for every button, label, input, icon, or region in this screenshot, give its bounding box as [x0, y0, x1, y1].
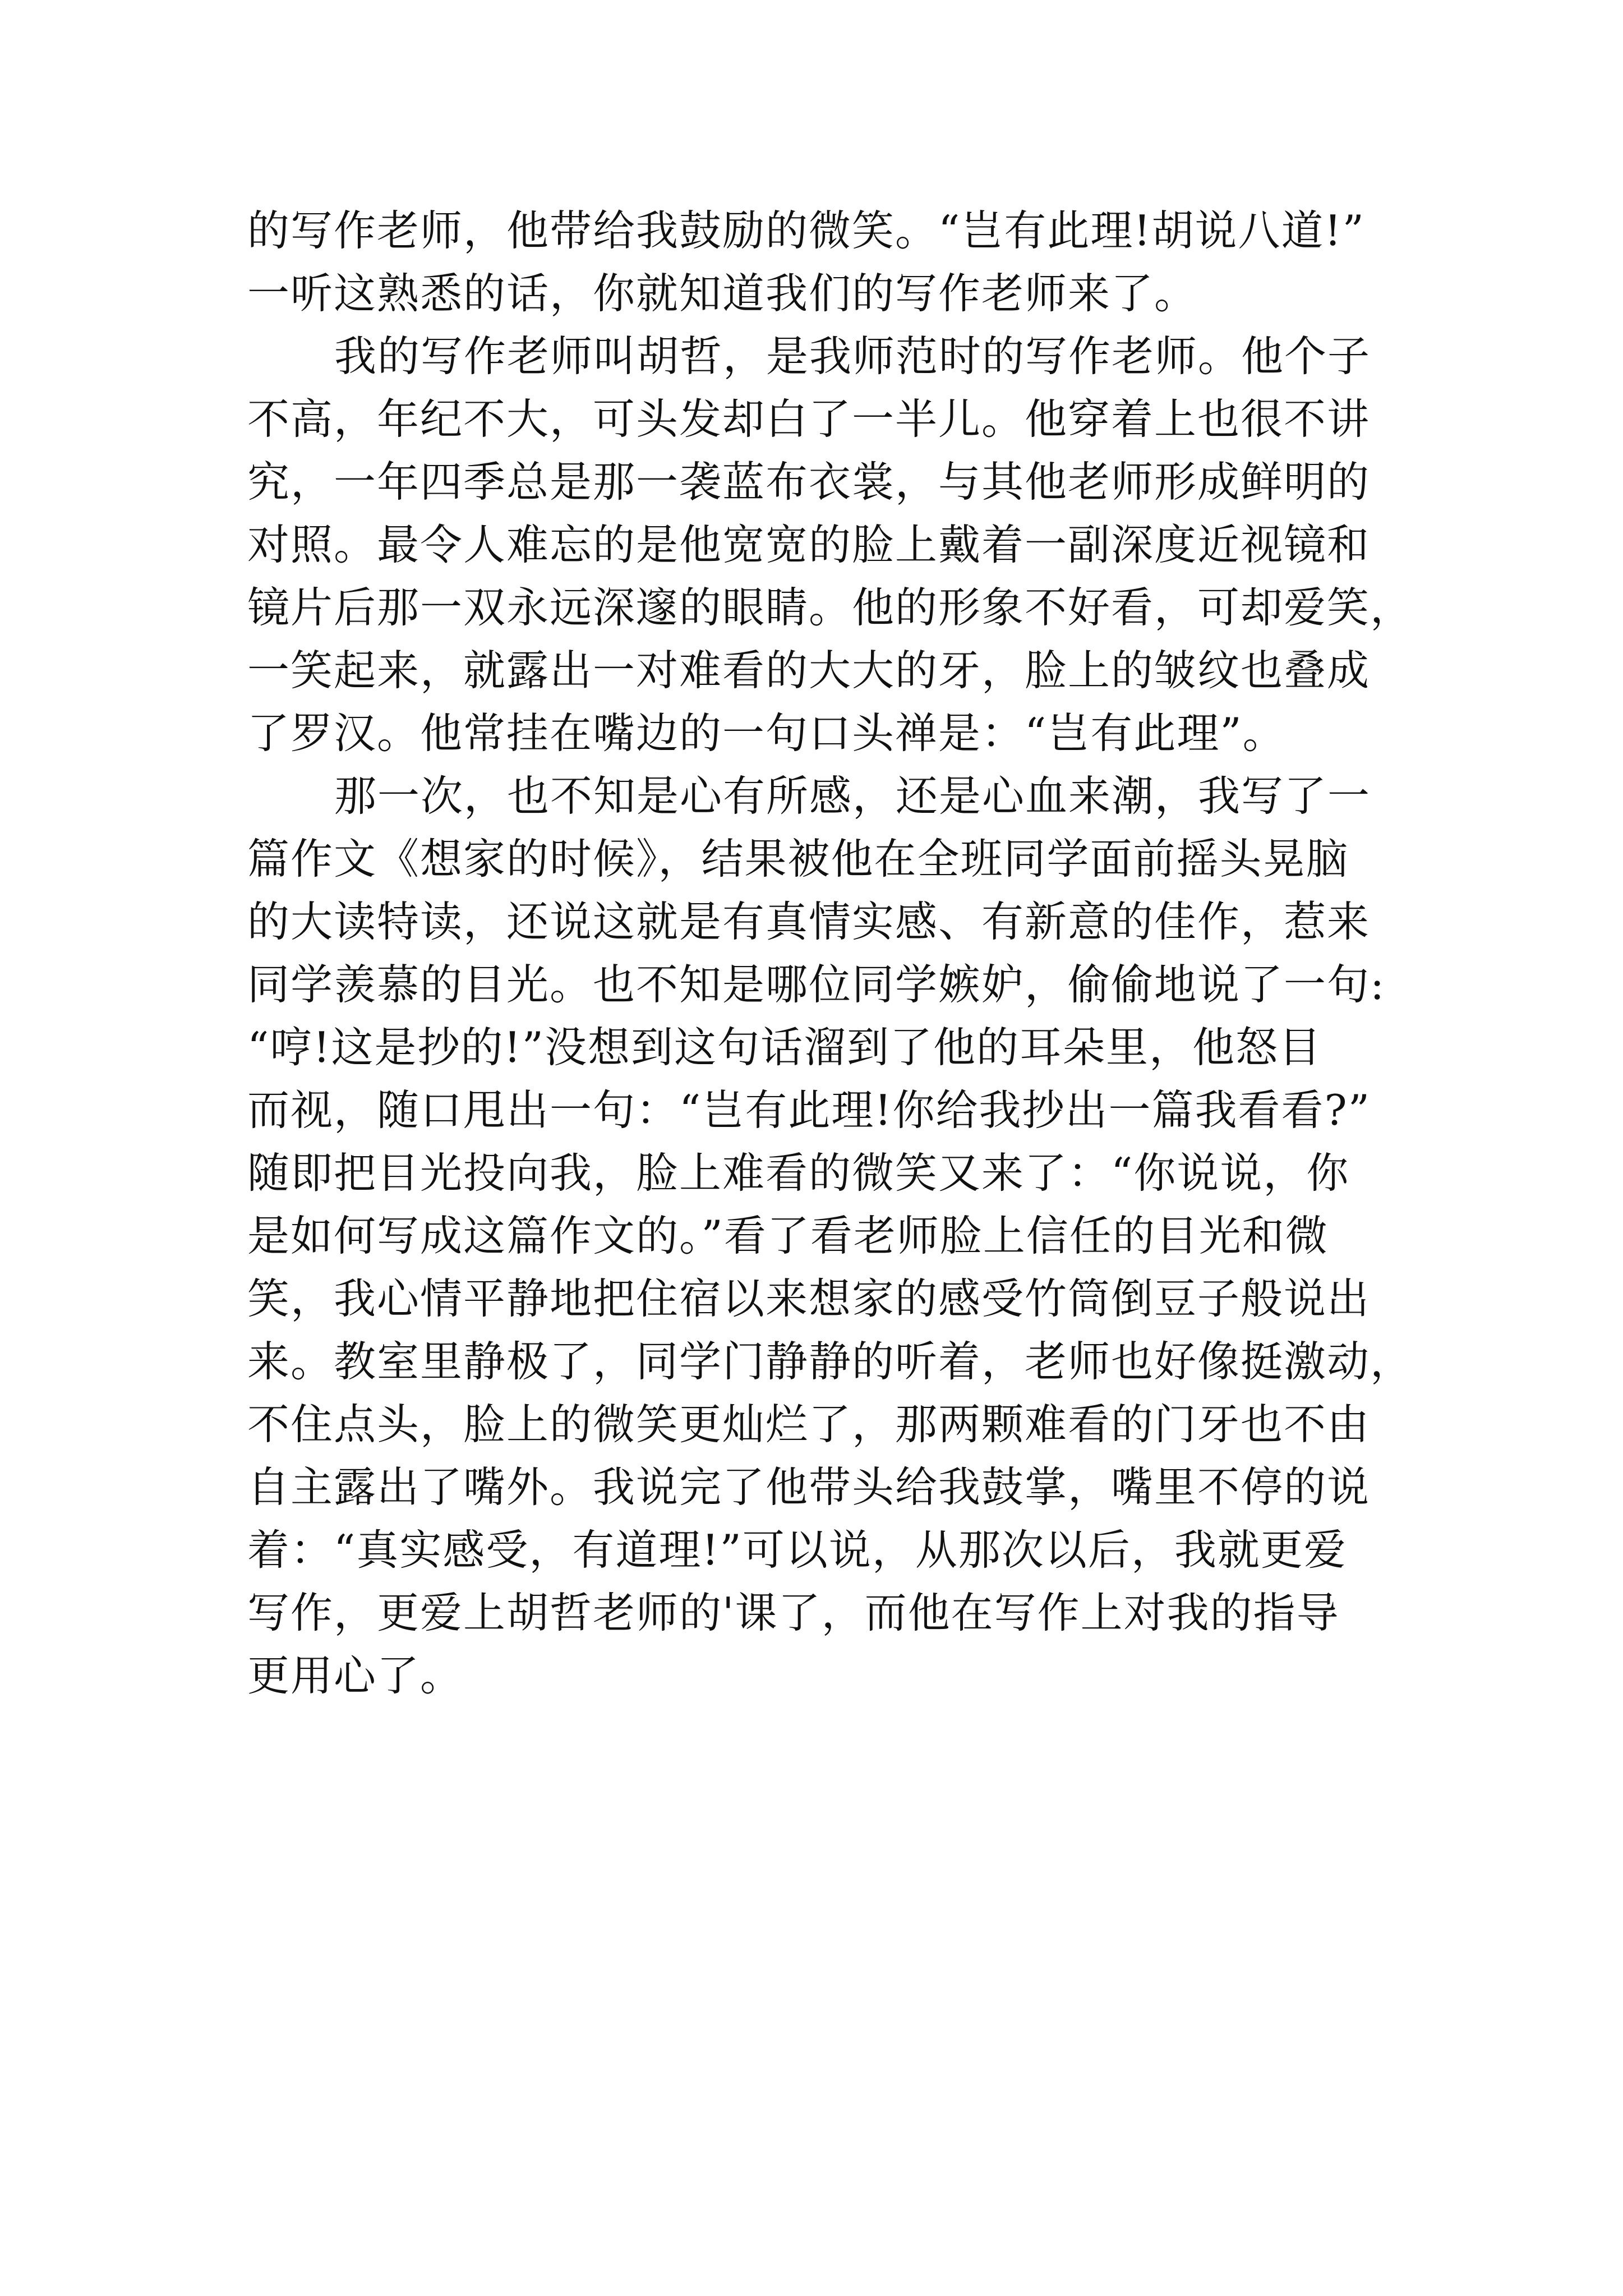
text-line: 着：“真实感受，有道理!”可以说，从那次以后，我就更爱 — [247, 1525, 1347, 1575]
text-line: 笑，我心情平静地把住宿以来想家的感受竹筒倒豆子般说出 — [247, 1274, 1371, 1323]
text-line: 镜片后那一双永远深邃的眼睛。他的形象不好看，可却爱笑， — [247, 583, 1414, 632]
text-line: 自主露出了嘴外。我说完了他带头给我鼓掌，嘴里不停的说 — [247, 1462, 1371, 1512]
text-line: 写作，更爱上胡哲老师的'课了，而他在写作上对我的指导 — [247, 1588, 1340, 1637]
text-line: 不高，年纪不大，可头发却白了一半儿。他穿着上也很不讲 — [247, 394, 1371, 444]
text-line: 更用心了。 — [247, 1651, 464, 1700]
text-line: 来。教室里静极了，同学门静静的听着，老师也好像挺激动， — [247, 1337, 1414, 1386]
text-line: 不住点头，脸上的微笑更灿烂了，那两颗难看的门牙也不由 — [247, 1400, 1371, 1449]
text-line: 同学羡慕的目光。也不知是哪位同学嫉妒，偷偷地说了一句: — [247, 960, 1386, 1009]
text-line: 的大读特读，还说这就是有真情实感、有新意的佳作，惹来 — [247, 897, 1371, 946]
text-line: 随即把目光投向我，脸上难看的微笑又来了：“你说说，你 — [247, 1148, 1350, 1198]
text-line: 对照。最令人难忘的是他宽宽的脸上戴着一副深度近视镜和 — [247, 520, 1371, 569]
text-line: 篇作文《想家的时候》，结果被他在全班同学面前摇头晃脑 — [247, 834, 1349, 884]
text-line: 究，一年四季总是那一袭蓝布衣裳，与其他老师形成鲜明的 — [247, 457, 1371, 507]
paragraph-start-line: 那一次，也不知是心有所感，还是心血来潮，我写了一 — [334, 771, 1371, 821]
text-line: 一听这熟悉的话，你就知道我们的写作老师来了。 — [247, 269, 1198, 318]
text-line: “哼!这是抄的!”没想到这句话溜到了他的耳朵里，他怒目 — [247, 1023, 1322, 1072]
text-line: 了罗汉。他常挂在嘴边的一句口头禅是：“岂有此理”。 — [247, 708, 1286, 758]
text-line: 的写作老师，他带给我鼓励的微笑。“岂有此理!胡说八道!” — [247, 206, 1365, 255]
text-line: 而视，随口甩出一句：“岂有此理!你给我抄出一篇我看看?” — [247, 1085, 1371, 1135]
text-line: 是如何写成这篇作文的。”看了看老师脸上信任的目光和微 — [247, 1211, 1329, 1260]
essay-body — [247, 199, 1414, 1707]
text-line: 一笑起来，就露出一对难看的大大的牙，脸上的皱纹也叠成 — [247, 646, 1371, 695]
paragraph-start-line: 我的写作老师叫胡哲，是我师范时的写作老师。他个子 — [334, 332, 1371, 381]
